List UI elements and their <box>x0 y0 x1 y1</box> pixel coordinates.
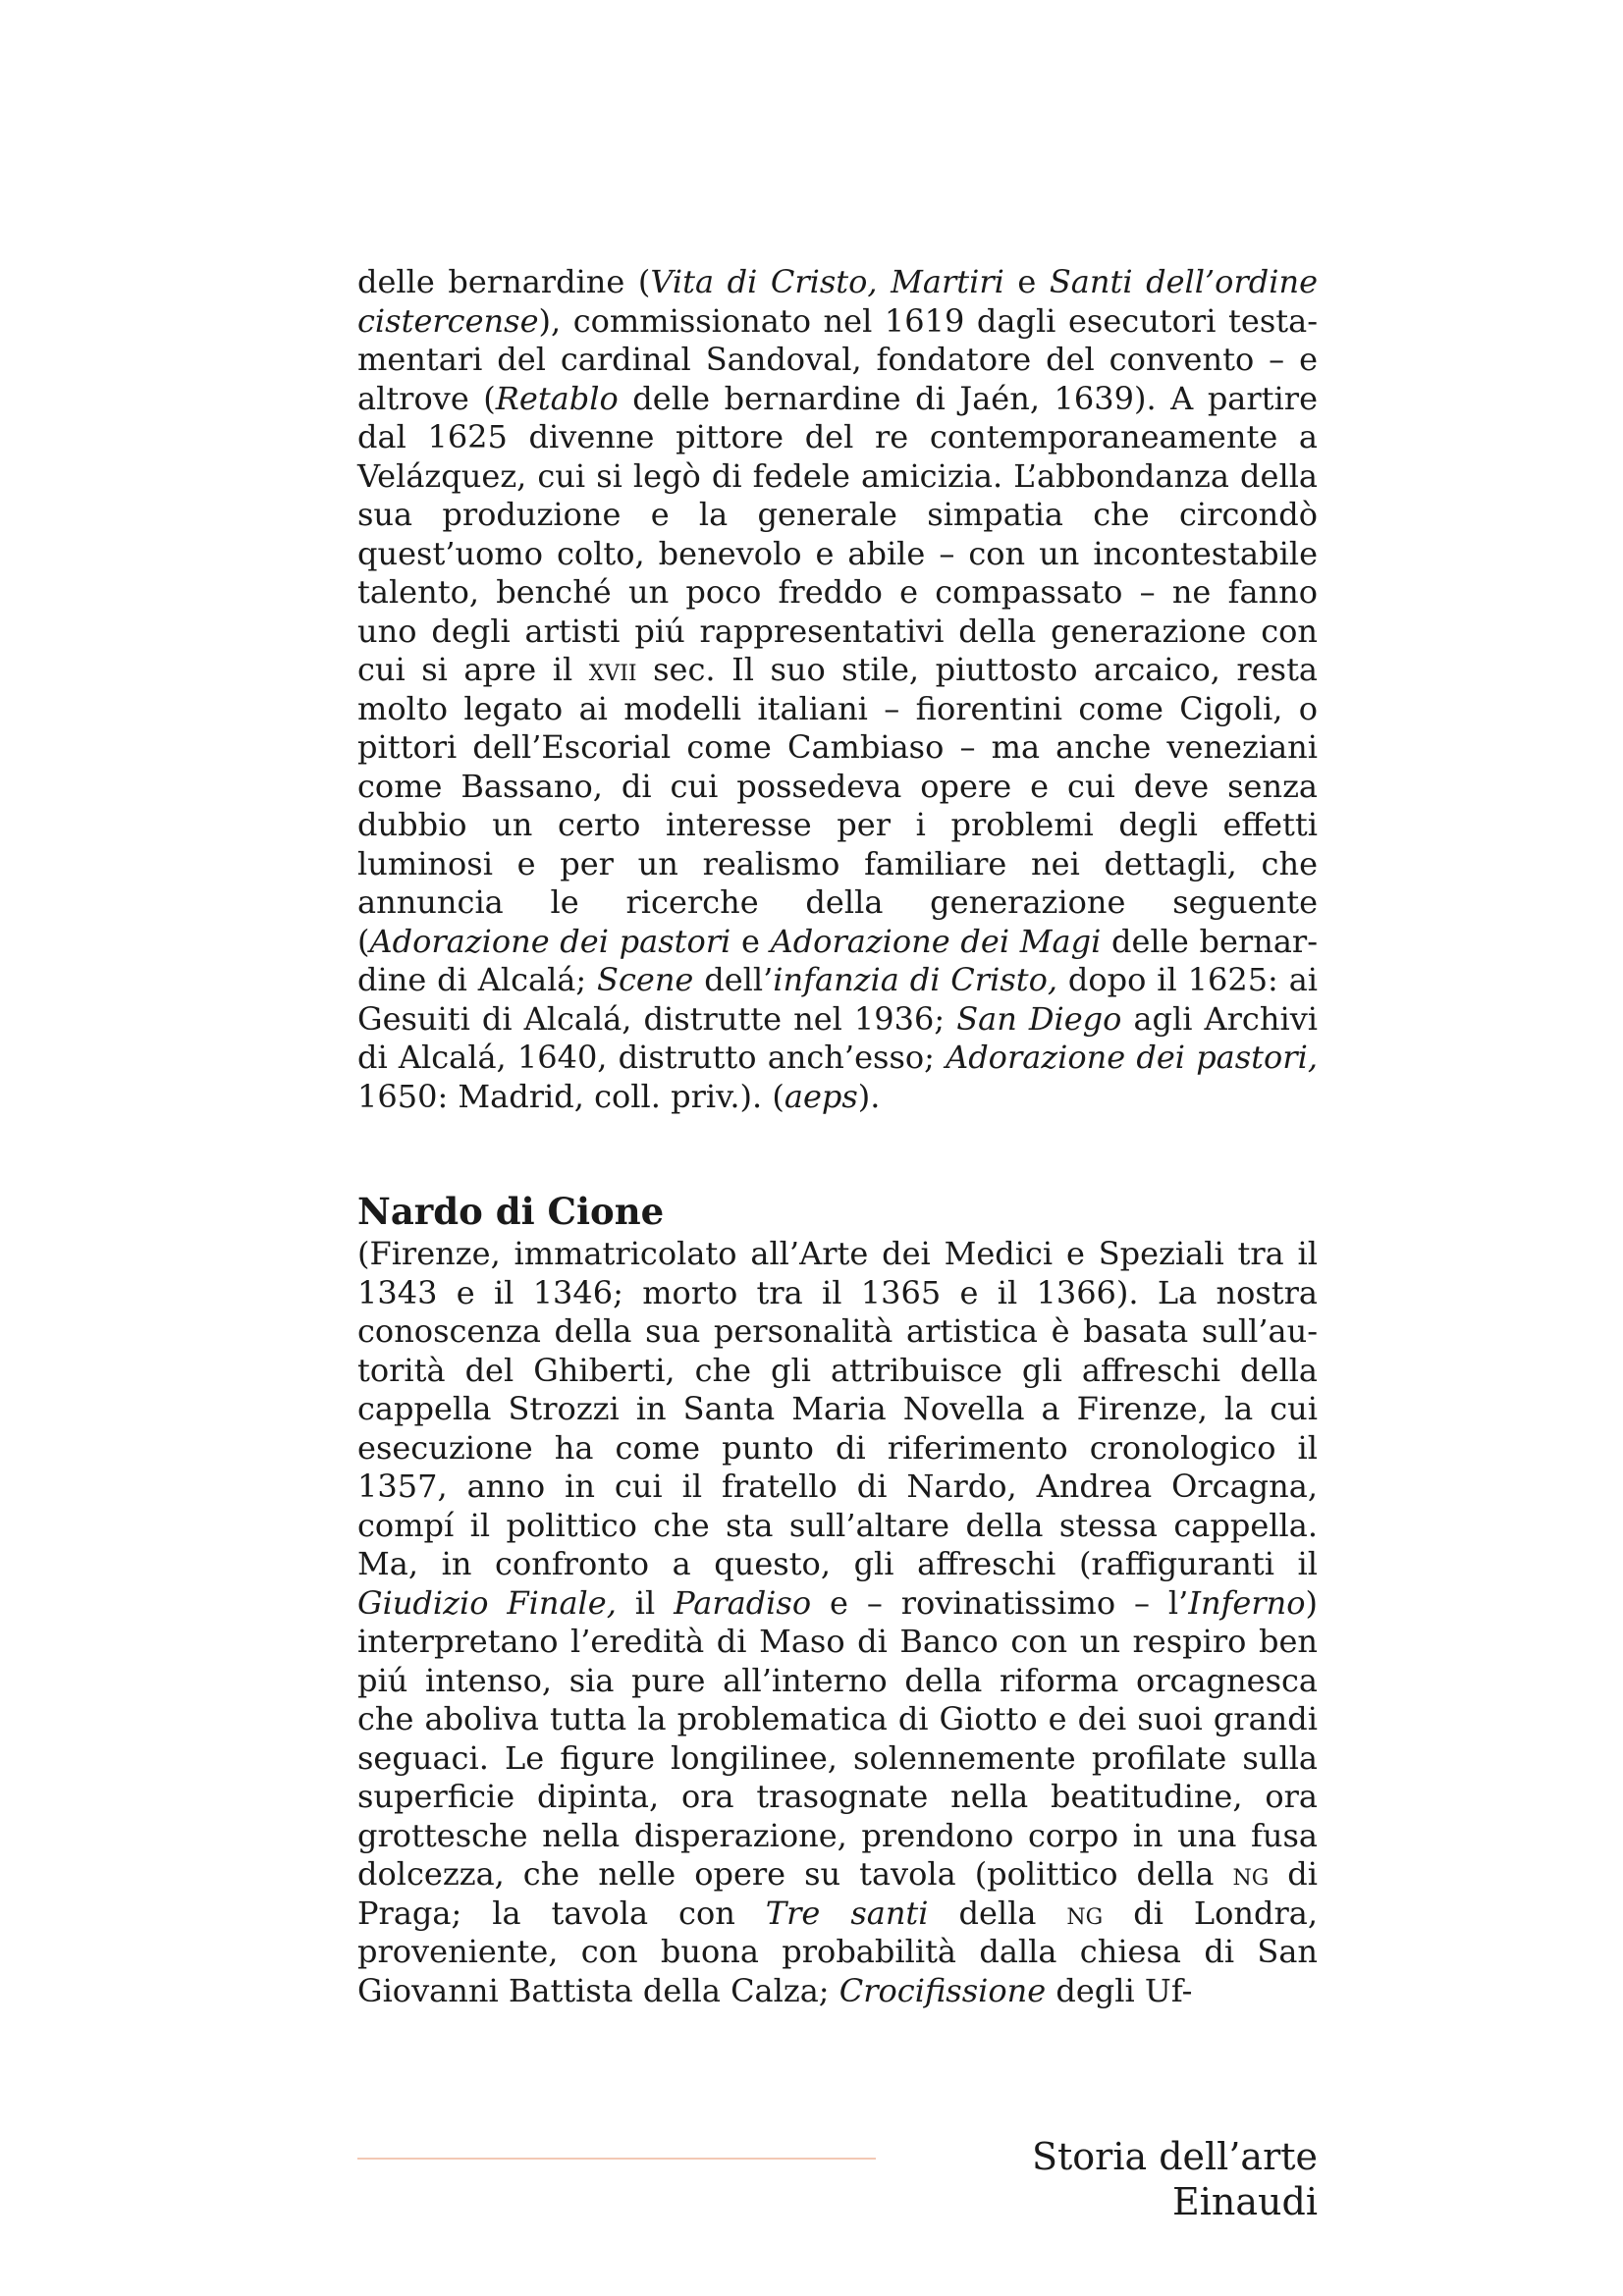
footer-title: Storia dell’arte Einaudi <box>1031 2135 1318 2223</box>
body-paragraph-2 <box>357 1235 1318 2010</box>
paragraph-text: delle bernardine (Vita di Cristo, Martiri e Santi dell’ordine cistercense), commissionato nel 1619 dagli esecutori testamentari del cardinal Sandoval, fondatore del convento – e altrove (Retablo delle bernardine di Jaén, 1639). A partire dal 1625 divenne pittore del re contemporaneamente a Velázquez, cui si legò di fedele amicizia. L’abbondanza della sua produzione e la generale simpatia che circondò quest’uomo colto, benevolo e abile – con un incontestabile talento, benché un poco freddo e compassato – ne fanno uno degli artisti piú rappresentativi della generazione con cui si apre il xvii sec. Il suo stile, piuttosto arcaico, resta molto legato ai modelli italiani – fiorentini come Cigoli, o pittori dell’Escorial come Cambiaso – ma anche veneziani come Bassano, di cui possedeva opere e cui deve senza dubbio un certo interesse per i problemi degli effetti luminosi e per un realismo familiare nei dettagli, che annuncia le ricerche della generazione seguente (Adorazione dei pastori e Adorazione dei Magi delle bernardine di Alcalá; Scene dell’infanzia di Cristo, dopo il 1625: ai Gesuiti di Alcalá, distrutte nel 1936; San Diego agli Archivi di Alcalá, 1640, distrutto anch’esso; Adorazione dei pastori, 1650: Madrid, coll. priv.). (aeps). <box>357 263 1319 1115</box>
entry-heading: Nardo di Cione <box>357 1190 665 1233</box>
paragraph-text: (Firenze, immatricolato all’Arte dei Medici e Speziali tra il 1343 e il 1346; morto tra il 1365 e il 1366). La nostra conoscenza della sua personalità artistica è basata sull’autorità del Ghiberti, che gli attribuisce gli affreschi della cappella Strozzi in Santa Maria Novella a Firenze, la cui esecuzione ha come punto di riferimento cronologico il 1357, anno in cui il fratello di Nardo, Andrea Orcagna, compí il polittico che sta sull’altare della stessa cappella. Ma, in confronto a questo, gli affreschi (raffiguranti il Giudizio Finale, il Paradiso e – rovinatissimo – l’Inferno) interpretano l’eredità di Maso di Banco con un respiro ben piú intenso, sia pure all’interno della riforma orcagnesca che aboliva tutta la problematica di Giotto e dei suoi grandi seguaci. Le figure longilinee, solennemente profilate sulla superficie dipinta, ora trasognate nella beatitudine, ora grottesche nella disperazione, prendono corpo in una fusa dolcezza, che nelle opere su tavola (polittico della ng di Praga; la tavola con Tre santi della ng di Londra, proveniente, con buona probabilità dalla chiesa di San Giovanni Battista della Calza; Crocifissione degli Uf- <box>357 1235 1319 2009</box>
body-paragraph-1 <box>357 263 1318 1116</box>
footer-rule <box>357 2158 876 2160</box>
